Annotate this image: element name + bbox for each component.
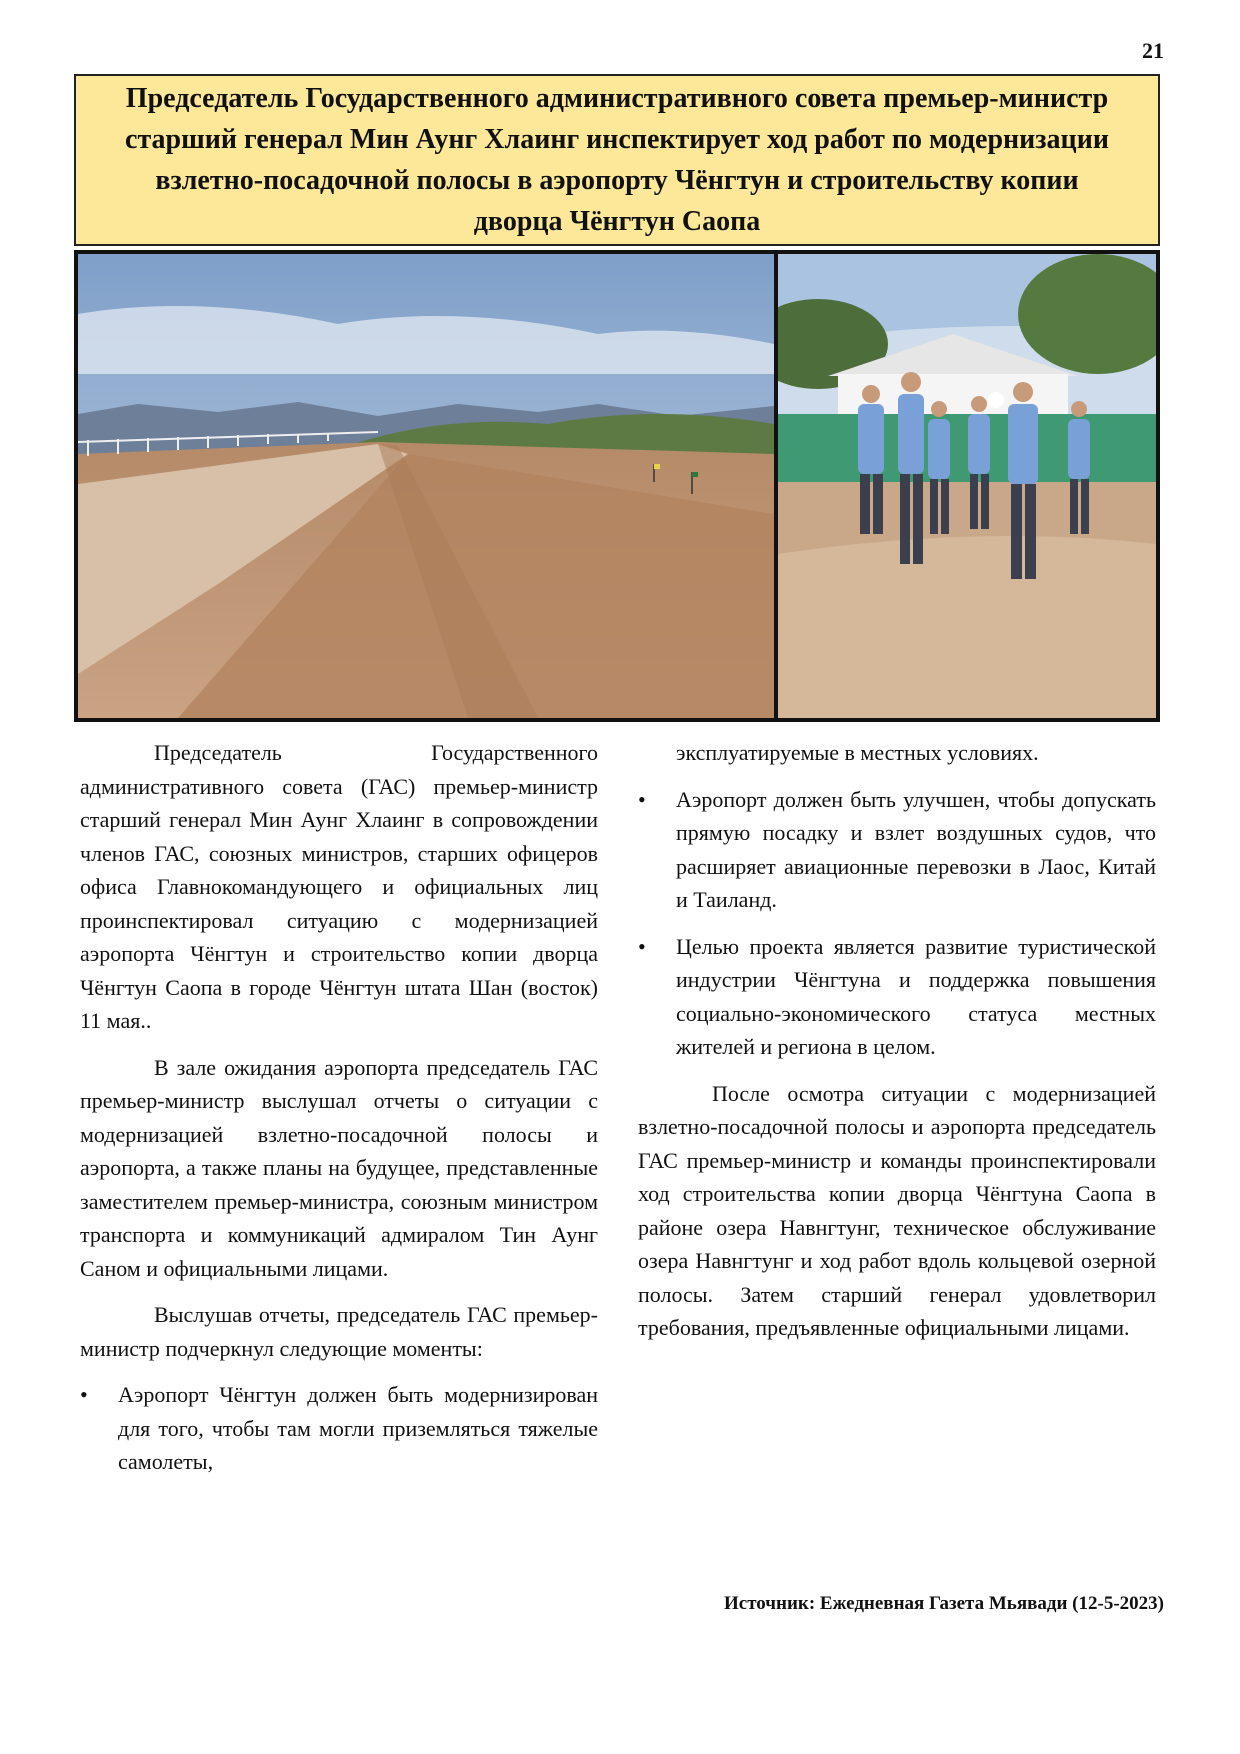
right-column <box>638 736 1156 1358</box>
runway-photo-icon <box>78 254 774 718</box>
inspection-photo-icon <box>778 254 1156 718</box>
bullet-continuation: эксплуатируемые в местных условиях. <box>676 740 1039 765</box>
runway-construction-photo <box>78 254 774 718</box>
bullet-item: • Целью проекта является развитие туристической индустрии Чёнгтуна и поддержка повышения социально-экономического статуса местных жителей и региона в целом. <box>638 930 1156 1064</box>
paragraph-inspection: После осмотра ситуации с модернизацией взлетно-посадочной полосы и аэропорта председатель ГАС премьер-министр и команды проинспектировали ход строительства копии дворца Чёнгтуна Саопа в районе озера Навнгтунг, техническое обслуживание озера Навнгтунг и ход работ вдоль кольцевой озерной полосы. Затем старший генерал удовлетворил требования, предъявленные официальными лицами. <box>638 1080 1156 1340</box>
source-line: Источник: Ежедневная Газета Мьявади (12-5-2023) <box>724 1593 1164 1614</box>
page-number: 21 <box>1142 38 1164 63</box>
bullet-list-right <box>638 783 1156 1064</box>
photo-frame <box>74 250 1160 722</box>
bullet-item: • Аэропорт должен быть улучшен, чтобы допускать прямую посадку и взлет воздушных судов, что расширяет авиационные перевозки в Лаос, Китай и Таиланд. <box>638 783 1156 917</box>
headline-box <box>74 74 1160 246</box>
bullet-item: • Аэропорт Чёнгтун должен быть модернизирован для того, чтобы там могли приземляться тяжелые самолеты, <box>80 1378 598 1479</box>
paragraph-waiting-hall: В зале ожидания аэропорта председатель ГАС премьер-министр выслушал отчеты о ситуации с модернизацией взлетно-посадочной полосы и аэропорта, а также планы на будущее, представленные заместителем премьер-министра, союзным министром транспорта и коммуникаций адмиралом Тин Аунг Саном и официальными лицами. <box>80 1054 598 1281</box>
officials-inspection-photo <box>778 254 1156 718</box>
left-column <box>80 736 598 1492</box>
bullet-list-left <box>80 1378 598 1479</box>
paragraph-intro: Председатель Государственного административного совета (ГАС) премьер-министр старший генерал Мин Аунг Хлаинг в сопровождении членов ГАС, союзных министров, старших офицеров офиса Главнокомандующего и официальных лиц проинспектировал ситуацию с модернизацией аэропорта Чёнгтун и строительство копии дворца Чёнгтун Саопа в городе Чёнгтун штата Шан (восток) 11 мая.. <box>80 740 598 1033</box>
paragraph-points: Выслушав отчеты, председатель ГАС премьер-министр подчеркнул следующие моменты: <box>80 1302 598 1361</box>
headline: Председатель Государственного административного совета премьер-министр старший генерал Мин Аунг Хлаинг инспектирует ход работ по модернизации взлетно-посадочной полосы в аэропорту Чёнгтун и строительству копии дворца Чёнгтун Саопа <box>125 83 1109 237</box>
